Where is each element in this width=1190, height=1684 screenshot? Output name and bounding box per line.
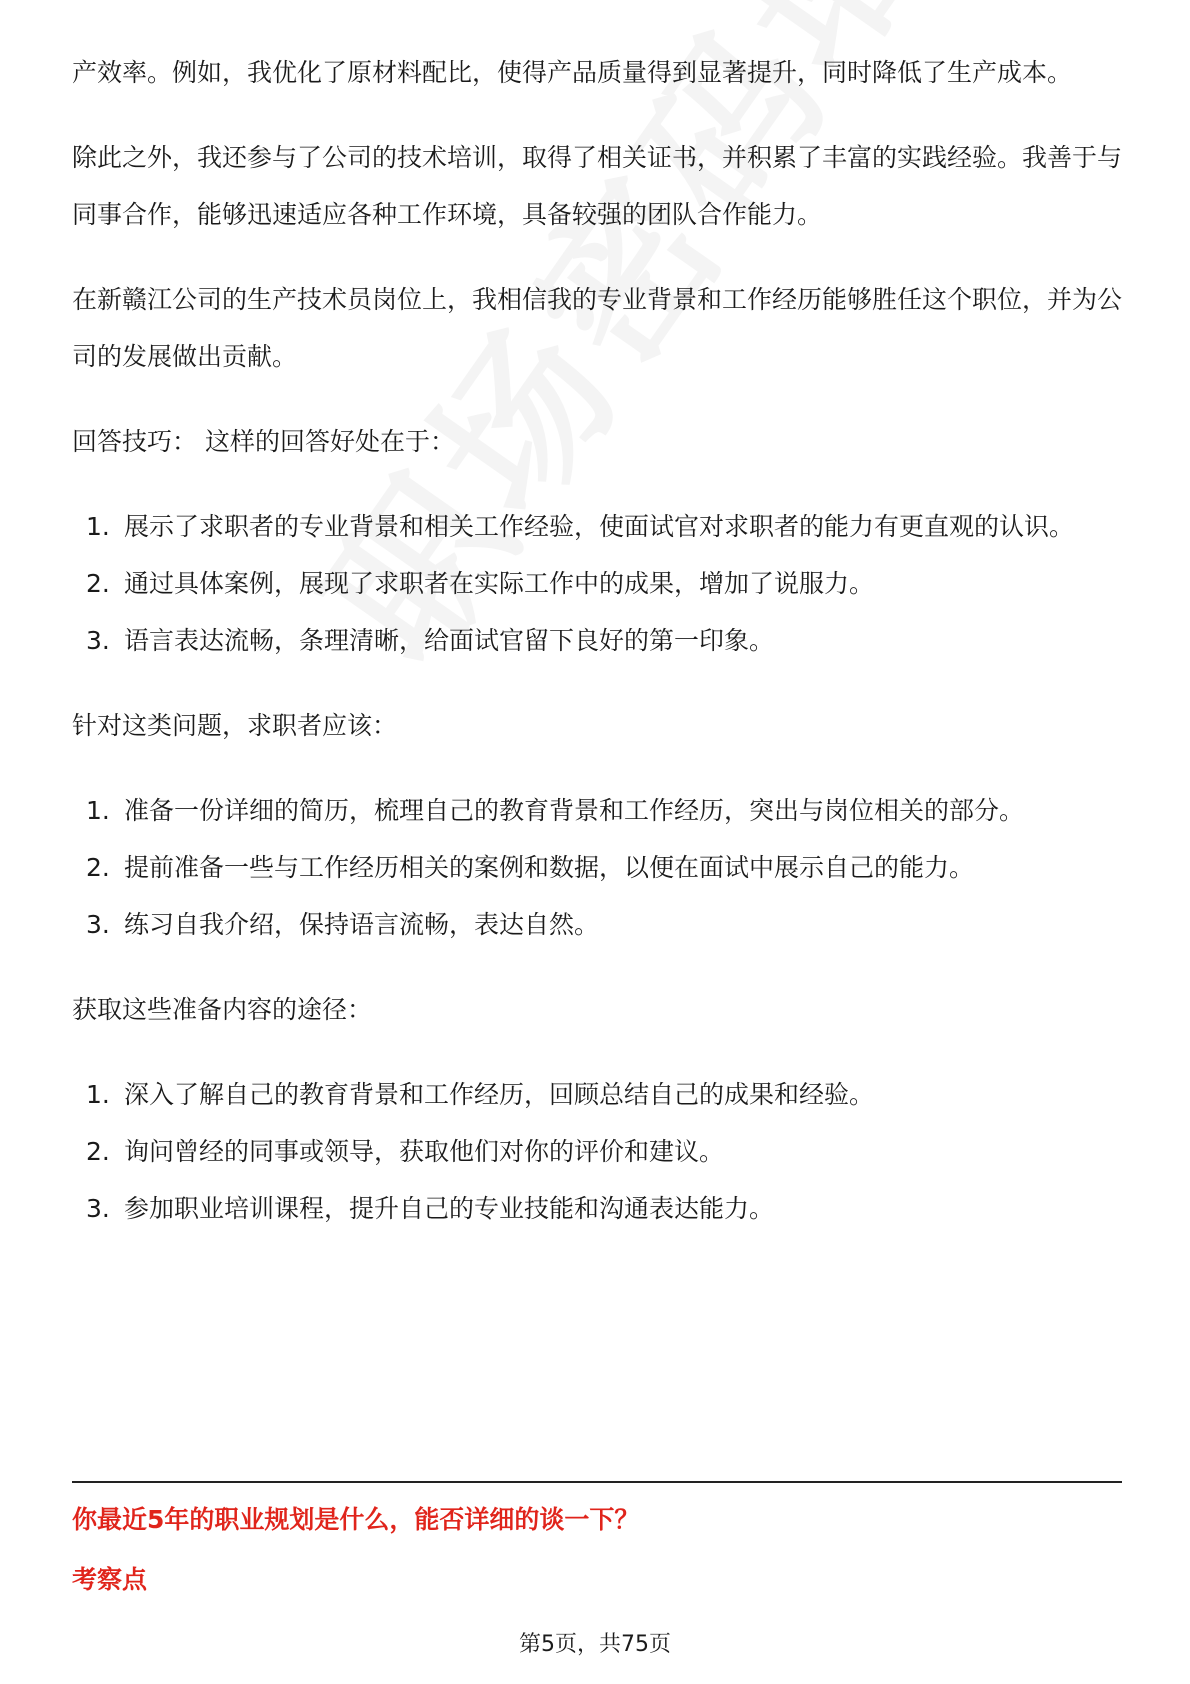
paragraph: 在新赣江公司的生产技术员岗位上，我相信我的专业背景和工作经历能够胜任这个职位，并为公司的发展做出贡献。 [72, 285, 1123, 371]
list-item [72, 896, 1122, 953]
next-question-subheading: 考察点 [72, 1565, 148, 1594]
section-divider [72, 1481, 1122, 1483]
page-footer: 第5页，共75页 [519, 1632, 671, 1657]
list-text: 深入了解自己的教育背景和工作经历，回顾总结自己的成果和经验。 [124, 1080, 875, 1109]
paragraph: 除此之外，我还参与了公司的技术培训，取得了相关证书，并积累了丰富的实践经验。我善于与同事合作，能够迅速适应各种工作环境，具备较强的团队合作能力。 [72, 143, 1123, 229]
sources-list [72, 1066, 1122, 1237]
sources-heading: 获取这些准备内容的途径： [72, 995, 373, 1024]
list-number: 2. [86, 853, 110, 882]
tips-heading: 回答技巧： 这样的回答好处在于： [72, 427, 455, 456]
list-text: 提前准备一些与工作经历相关的案例和数据，以便在面试中展示自己的能力。 [124, 853, 975, 882]
list-item [72, 1066, 1122, 1123]
list-number: 1. [86, 796, 110, 825]
list-item [72, 612, 1122, 669]
list-text: 练习自我介绍，保持语言流畅，表达自然。 [124, 910, 600, 939]
list-item [72, 555, 1122, 612]
list-number: 2. [86, 1137, 110, 1166]
list-text: 参加职业培训课程，提升自己的专业技能和沟通表达能力。 [124, 1194, 775, 1223]
advice-list [72, 782, 1122, 953]
next-question-title: 你最近5年的职业规划是什么，能否详细的谈一下？ [72, 1505, 640, 1534]
list-item [72, 782, 1122, 839]
list-item [72, 498, 1122, 555]
list-text: 语言表达流畅，条理清晰，给面试官留下良好的第一印象。 [124, 626, 775, 655]
advice-heading: 针对这类问题，求职者应该： [72, 711, 398, 740]
tips-list [72, 498, 1122, 669]
list-number: 2. [86, 569, 110, 598]
list-number: 3. [86, 910, 110, 939]
list-item [72, 839, 1122, 896]
list-text: 准备一份详细的简历，梳理自己的教育背景和工作经历，突出与岗位相关的部分。 [124, 796, 1025, 825]
list-text: 询问曾经的同事或领导，获取他们对你的评价和建议。 [124, 1137, 725, 1166]
list-number: 3. [86, 626, 110, 655]
list-text: 展示了求职者的专业背景和相关工作经验，使面试官对求职者的能力有更直观的认识。 [124, 512, 1075, 541]
list-item [72, 1180, 1122, 1237]
paragraph: 产效率。例如，我优化了原材料配比，使得产品质量得到显著提升，同时降低了生产成本。 [72, 58, 1073, 87]
page-content [72, 44, 1122, 1265]
list-number: 3. [86, 1194, 110, 1223]
list-item [72, 1123, 1122, 1180]
list-number: 1. [86, 512, 110, 541]
list-text: 通过具体案例，展现了求职者在实际工作中的成果，增加了说服力。 [124, 569, 875, 598]
list-number: 1. [86, 1080, 110, 1109]
